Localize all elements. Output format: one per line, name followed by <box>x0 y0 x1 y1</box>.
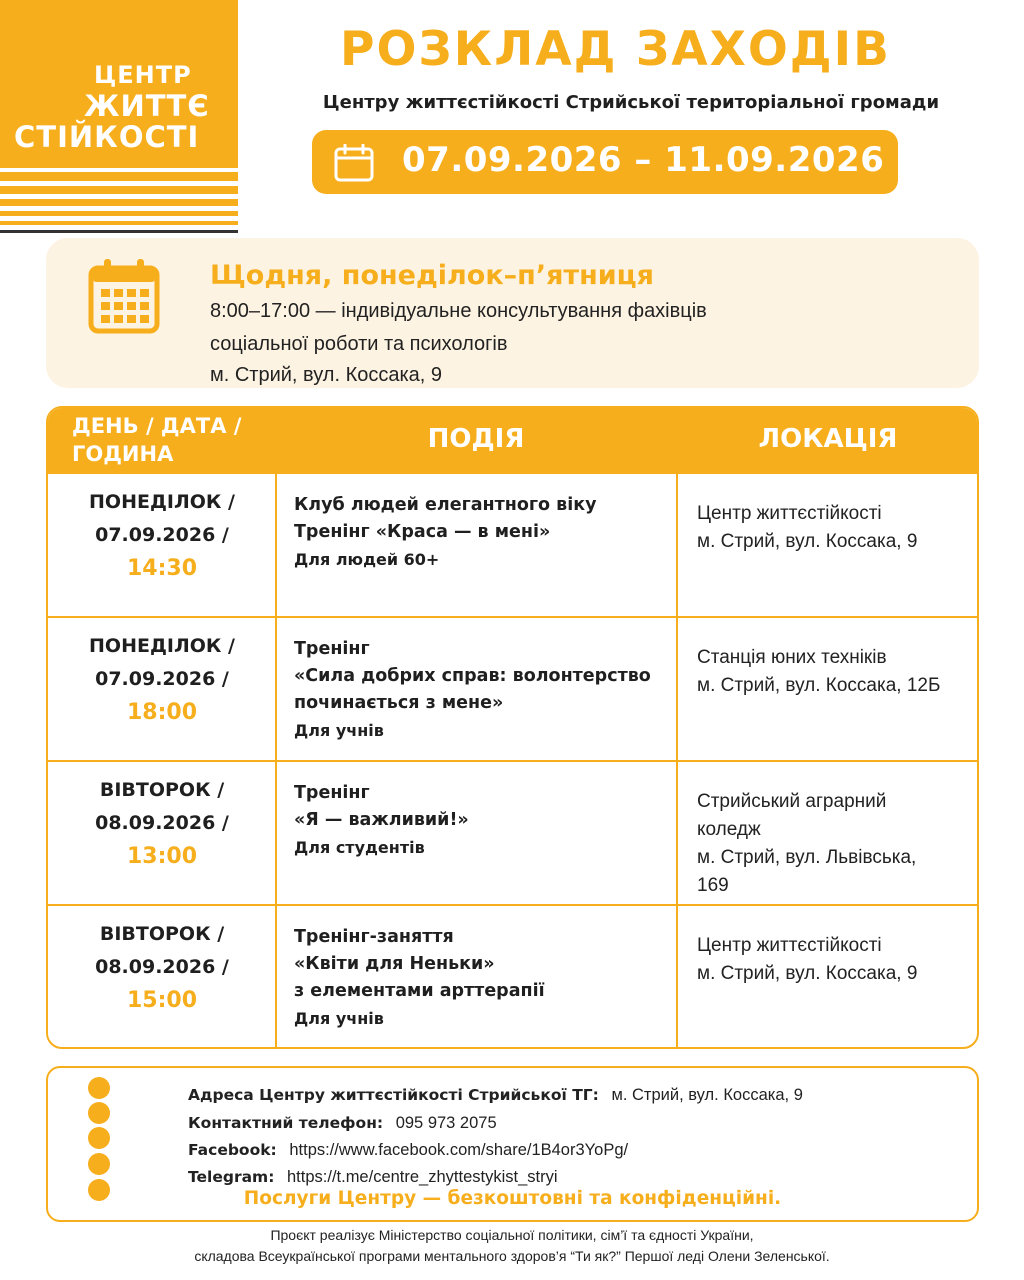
cell-location <box>697 932 977 988</box>
location-line: м. Стрий, вул. Коссака, 12Б <box>697 675 941 696</box>
location-line: Центр життєстійкості <box>697 935 882 956</box>
bullet-dot <box>88 1153 110 1175</box>
row-date: 07.09.2026 / <box>95 524 229 546</box>
event-line: «Квіти для Неньки» <box>294 954 495 974</box>
logo-stripe <box>0 172 238 181</box>
table-row <box>48 760 977 904</box>
row-day: ПОНЕДІЛОК / <box>89 635 235 657</box>
location-line: м. Стрий, вул. Львівська, <box>697 847 917 868</box>
logo-line-2: ЖИТТЄ <box>84 89 210 123</box>
daily-title: Щодня, понеділок–п’ятниця <box>210 260 654 291</box>
logo-stripe <box>0 230 238 233</box>
cell-day <box>48 918 276 1017</box>
address-value: м. Стрий, вул. Коссака, 9 <box>611 1086 803 1104</box>
logo-stripe <box>0 211 238 216</box>
logo-stripe <box>0 199 238 206</box>
daily-line-3: м. Стрий, вул. Коссака, 9 <box>210 364 443 386</box>
event-line: Тренінг-заняття <box>294 927 454 947</box>
row-date: 08.09.2026 / <box>95 812 229 834</box>
calendar-icon <box>334 144 374 182</box>
cell-day <box>48 486 276 585</box>
event-line: Тренінг <box>294 639 370 659</box>
bullet-dot <box>88 1102 110 1124</box>
row-date: 07.09.2026 / <box>95 668 229 690</box>
facebook-link[interactable]: https://www.facebook.com/share/1B4or3YoPg/ <box>289 1141 629 1159</box>
header-event: ПОДІЯ <box>427 424 525 454</box>
event-line: з елементами арттерапії <box>294 981 545 1001</box>
footer <box>0 1225 1024 1267</box>
logo <box>0 0 238 238</box>
logo-stripe <box>0 186 238 194</box>
phone-label: Контактний телефон: <box>188 1114 384 1132</box>
cell-event <box>294 780 684 861</box>
cell-location <box>697 788 977 900</box>
contact-facebook <box>188 1141 628 1160</box>
location-line: м. Стрий, вул. Коссака, 9 <box>697 963 918 984</box>
cell-event <box>294 636 684 744</box>
event-audience: Для людей 60+ <box>294 550 440 569</box>
row-day: ВІВТОРОК / <box>99 779 225 801</box>
contact-address <box>188 1086 803 1105</box>
row-day: ВІВТОРОК / <box>99 923 225 945</box>
logo-line-3: СТІЙКОСТІ <box>14 120 200 154</box>
bullet-dot <box>88 1077 110 1099</box>
header-location: ЛОКАЦІЯ <box>758 424 898 454</box>
cell-day <box>48 630 276 729</box>
footer-line-2: складова Всеукраїнської програми ментального здоров’я “Ти як?” Першої леді Олени Зеленської. <box>194 1248 830 1264</box>
location-line: 169 <box>697 875 729 896</box>
row-time: 18:00 <box>126 700 198 725</box>
free-services-note: Послуги Центру — безкоштовні та конфіденційні. <box>243 1188 782 1209</box>
table-row <box>48 472 977 616</box>
facebook-label: Facebook: <box>188 1141 277 1159</box>
address-label: Адреса Центру життєстійкості Стрийської ТГ: <box>188 1086 599 1104</box>
event-line: Тренінг <box>294 783 370 803</box>
event-line: «Я — важливий!» <box>294 810 469 830</box>
phone-value[interactable]: 095 973 2075 <box>395 1114 497 1132</box>
cell-day <box>48 774 276 873</box>
event-audience: Для учнів <box>294 1009 384 1028</box>
page-title: РОЗКЛАД ЗАХОДІВ <box>340 22 891 77</box>
row-time: 15:00 <box>126 988 198 1013</box>
location-line: Центр життєстійкості <box>697 503 882 524</box>
contacts-box <box>46 1066 979 1222</box>
location-line: Станція юних техніків <box>697 647 887 668</box>
date-range: 07.09.2026 – 11.09.2026 <box>402 140 885 180</box>
logo-stripe <box>0 221 238 225</box>
daily-line-1: 8:00–17:00 — індивідуальне консультування фахівців <box>210 300 707 322</box>
logo-line-1: ЦЕНТР <box>94 61 192 89</box>
header-day-line-2: ГОДИНА <box>72 442 174 466</box>
contact-telegram <box>188 1168 558 1187</box>
event-line: «Сила добрих справ: волонтерство <box>294 666 651 686</box>
location-line: м. Стрий, вул. Коссака, 9 <box>697 531 918 552</box>
cell-event <box>294 492 684 573</box>
cell-location <box>697 500 977 556</box>
location-line: коледж <box>697 819 761 840</box>
event-line: Тренінг «Краса — в мені» <box>294 522 551 542</box>
row-day: ПОНЕДІЛОК / <box>89 491 235 513</box>
calendar-grid-icon <box>88 258 160 334</box>
page-subtitle: Центру життєстійкості Стрийської територіальної громади <box>322 92 940 113</box>
event-audience: Для студентів <box>294 838 425 857</box>
event-audience: Для учнів <box>294 721 384 740</box>
cell-event <box>294 924 684 1032</box>
row-date: 08.09.2026 / <box>95 956 229 978</box>
daily-info-card <box>46 238 979 388</box>
telegram-label: Telegram: <box>188 1168 275 1186</box>
row-time: 14:30 <box>126 556 198 581</box>
table-row <box>48 904 977 1048</box>
schedule-table <box>46 406 979 1049</box>
header-day-line-1: ДЕНЬ / ДАТА / <box>72 414 242 438</box>
location-line: Стрийський аграрний <box>697 791 887 812</box>
contact-phone <box>188 1114 497 1133</box>
cell-location <box>697 644 977 700</box>
bullet-dot <box>88 1127 110 1149</box>
footer-line-1: Проєкт реалізує Міністерство соціальної політики, сім’ї та єдності України, <box>270 1227 754 1243</box>
telegram-link[interactable]: https://t.me/centre_zhyttestykist_stryi <box>287 1168 558 1186</box>
table-header <box>48 408 977 472</box>
header-day <box>72 412 241 468</box>
event-line: Клуб людей елегантного віку <box>294 495 597 515</box>
date-range-pill <box>312 130 898 194</box>
row-time: 13:00 <box>126 844 198 869</box>
event-line: починається з мене» <box>294 693 504 713</box>
daily-line-2: соціальної роботи та психологів <box>210 333 508 355</box>
logo-text <box>14 60 214 153</box>
table-row <box>48 616 977 760</box>
